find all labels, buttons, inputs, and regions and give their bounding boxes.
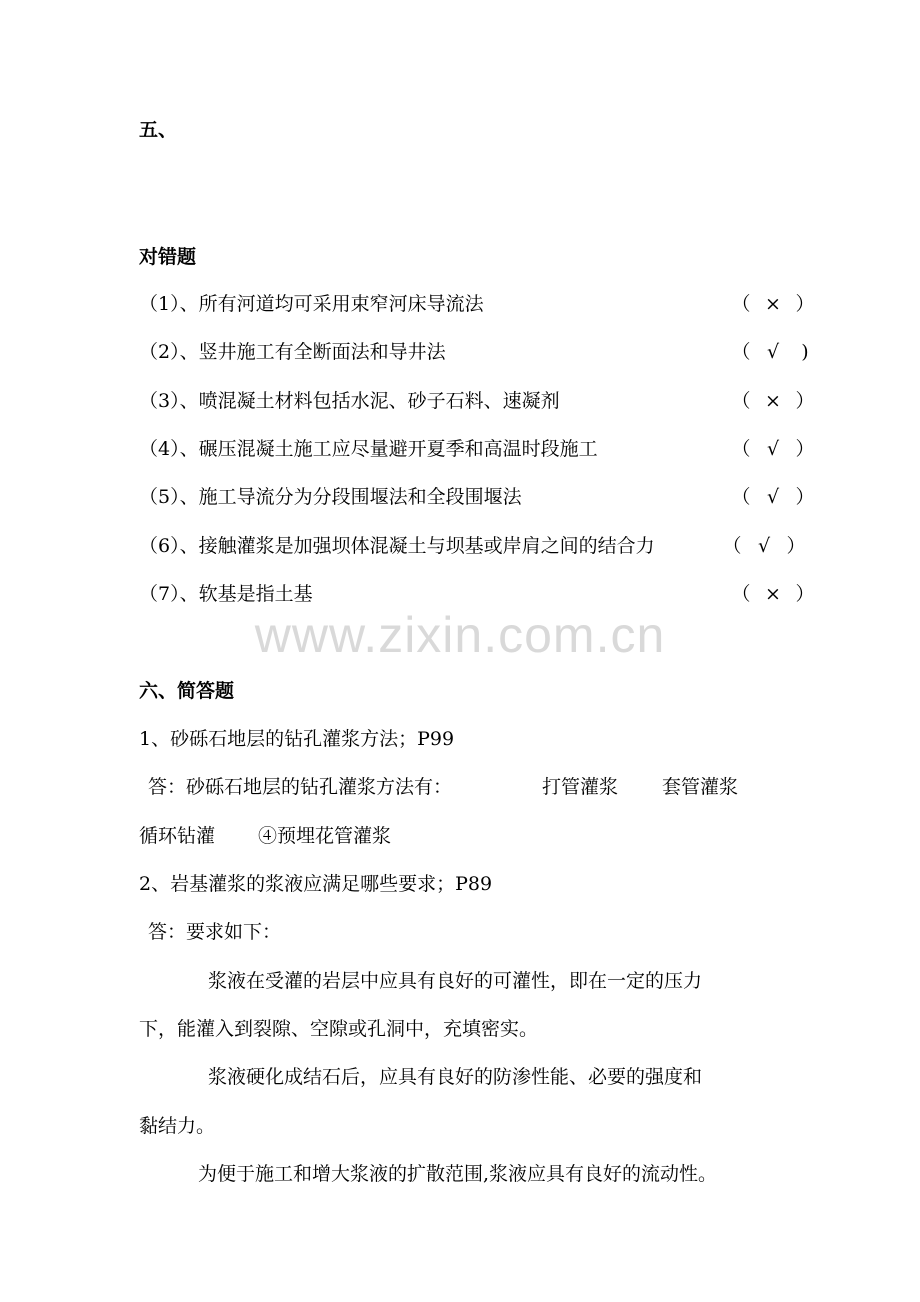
tf-item-text: （1）、所有河道均可采用束窄河床导流法 — [139, 293, 484, 315]
tf-answer — [731, 581, 815, 607]
open-paren: （ — [731, 486, 751, 508]
close-paren: ） — [795, 486, 815, 508]
cross-mark-icon: × — [765, 583, 781, 605]
close-paren: ） — [786, 535, 806, 557]
tf-answer — [731, 291, 815, 317]
tf-item-text: （6）、接触灌浆是加强坝体混凝土与坝基或岸肩之间的结合力 — [139, 535, 655, 557]
close-paren: ） — [795, 438, 815, 460]
check-mark-icon: √ — [766, 341, 780, 363]
open-paren: （ — [731, 583, 751, 605]
answer-1-method: 套管灌浆 — [662, 776, 739, 798]
close-paren: ） — [795, 390, 815, 412]
section-six-title: 六、简答题 — [139, 680, 235, 702]
answer-1-method: 打管灌浆 — [542, 776, 619, 798]
tf-item-text: （3）、喷混凝土材料包括水泥、砂子石料、速凝剂 — [139, 390, 560, 412]
tf-answer — [731, 339, 815, 365]
cross-mark-icon: × — [765, 293, 781, 315]
open-paren: （ — [731, 293, 751, 315]
open-paren: （ — [731, 438, 751, 460]
answer-2-requirement: 浆液硬化成结石后，应具有良好的防渗性能、必要的强度和 — [208, 1066, 703, 1088]
tf-answer — [731, 436, 815, 462]
check-mark-icon: √ — [766, 438, 780, 460]
answer-2-requirement: 为便于施工和增大浆液的扩散范围,浆液应具有良好的流动性。 — [198, 1163, 718, 1185]
tf-answer — [731, 388, 815, 414]
tf-item-text: （5）、施工导流分为分段围堰法和全段围堰法 — [139, 486, 522, 508]
answer-1-intro: 答：砂砾石地层的钻孔灌浆方法有： — [148, 776, 453, 798]
tf-answer — [722, 533, 806, 559]
open-paren: （ — [731, 341, 751, 363]
close-paren: ） — [795, 293, 815, 315]
watermark: www.zixin.com.cn — [254, 607, 666, 663]
section-five-number: 五、 — [139, 119, 178, 141]
answer-1-method: 循环钻灌 — [139, 825, 216, 847]
tf-item-text: （7）、软基是指土基 — [139, 583, 313, 605]
question-2: 2、岩基灌浆的浆液应满足哪些要求；P89 — [139, 873, 493, 895]
section-five-title: 对错题 — [139, 246, 197, 268]
answer-1-method: ④预埋花管灌浆 — [258, 825, 392, 847]
answer-2-requirement: 黏结力。 — [139, 1115, 216, 1137]
check-mark-icon: √ — [766, 486, 780, 508]
close-paren: ) — [801, 341, 809, 363]
check-mark-icon: √ — [757, 535, 771, 557]
answer-2-requirement: 下，能灌入到裂隙、空隙或孔洞中，充填密实。 — [139, 1018, 539, 1040]
question-1: 1、砂砾石地层的钻孔灌浆方法；P99 — [139, 728, 455, 750]
tf-item-text: （4）、碾压混凝土施工应尽量避开夏季和高温时段施工 — [139, 438, 598, 460]
open-paren: （ — [722, 535, 742, 557]
tf-item-text: （2）、竖井施工有全断面法和导井法 — [139, 341, 446, 363]
tf-answer — [731, 484, 815, 510]
open-paren: （ — [731, 390, 751, 412]
answer-2-intro: 答：要求如下： — [148, 921, 282, 943]
answer-2-requirement: 浆液在受灌的岩层中应具有良好的可灌性，即在一定的压力 — [208, 970, 703, 992]
cross-mark-icon: × — [765, 390, 781, 412]
close-paren: ） — [795, 583, 815, 605]
